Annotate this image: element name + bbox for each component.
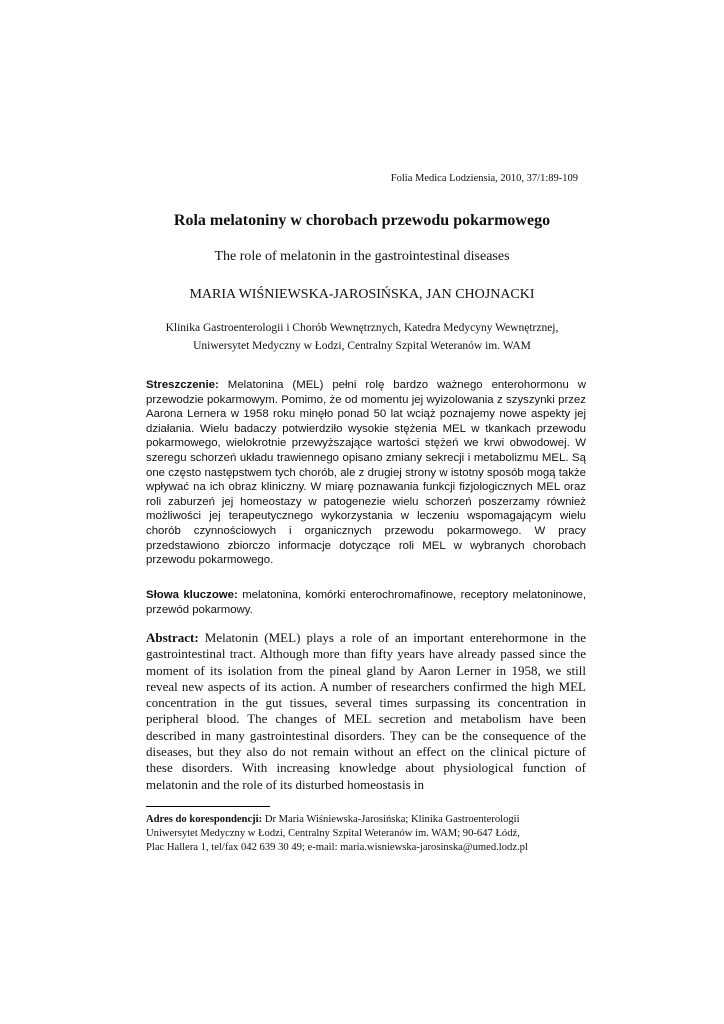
english-abstract (146, 630, 586, 793)
polish-abstract-label: Streszczenie: (146, 379, 219, 391)
footnote-label: Adres do korespondencji: (146, 814, 263, 825)
polish-abstract (146, 378, 586, 568)
journal-reference: Folia Medica Lodziensia, 2010, 37/1:89-109 (390, 173, 578, 184)
english-abstract-text: Melatonin (MEL) plays a role of an important enterehormone in the gastrointestinal tract. Although more than fifty years have already passed since the moment of its isolation from the pineal gland by Aaron Lerner in 1958, we still reveal new aspects of its action. A number of researchers confirmed the high MEL concentration in the gut tissues, several times surpassing its concentration in peripheral blood. The changes of MEL secretion and metabolism have been described in many gastrointestinal disorders. They can be the consequence of the diseases, but they also do not remain without an effect on the clinical picture of these disorders. With increasing knowledge about physiological function of melatonin and the role of its disturbed homeostasis in (146, 630, 587, 792)
article-subtitle: The role of melatonin in the gastrointestinal diseases (214, 249, 510, 264)
polish-abstract-text: Melatonina (MEL) pełni rolę bardzo ważnego enterohormonu w przewodzie pokarmowym. Pomimo, że od momentu jej wyizolowania z szyszynki przez Aarona Lernera w 1958 roku minęło ponad 50 lat wciąż poznajemy nowe aspekty jej działania. Wielu badaczy potwierdziło wysokie stężenia MEL w tkankach przewodu pokarmowego, wielokrotnie przewyższające wartości stężeń we krwi obwodowej. W szeregu schorzeń układu trawiennego opisano zmiany sekrecji i metabolizmu MEL. Są one często następstwem tych chorób, ale z drugiej strony w istotny sposób mogą także wpływać na ich obraz kliniczny. W miarę poznawania funkcji fizjologicznych MEL oraz roli zaburzeń jej homeostazy w patogenezie wielu schorzeń poszerzamy również możliwości jej terapeutycznego wykorzystania w leczeniu wspomagającym wielu chorób czynnościowych i organicznych przewodu pokarmowego. W pracy przedstawiono zbiorczo informacje dotyczące roli MEL w wybranych chorobach przewodu pokarmowego. (146, 379, 586, 567)
keywords-text: melatonina, komórki enterochromafinowe, receptory melatoninowe, przewód pokarmowy. (146, 589, 586, 616)
affiliation-line-1: Klinika Gastroenterologii i Chorób Wewnętrznych, Katedra Medycyny Wewnętrznej, (165, 322, 559, 334)
affiliation (0, 319, 724, 355)
article-title: Rola melatoniny w chorobach przewodu pokarmowego (173, 212, 551, 229)
english-abstract-label: Abstract: (146, 630, 199, 645)
footnote-line-3: Plac Hallera 1, tel/fax 042 639 30 49; e-mail: maria.wisniewska-jarosinska@umed.lodz.pl (146, 842, 528, 853)
affiliation-line-2: Uniwersytet Medyczny w Łodzi, Centralny Szpital Weteranów im. WAM (193, 340, 531, 352)
keywords (146, 588, 586, 617)
article-authors: MARIA WIŚNIEWSKA-JAROSIŃSKA, JAN CHOJNACKI (189, 287, 535, 302)
keywords-label: Słowa kluczowe: (146, 589, 238, 601)
footnote-divider (146, 806, 270, 807)
correspondence-footnote (146, 813, 586, 855)
footnote-line-1: Dr Maria Wiśniewska-Jarosińska; Klinika Gastroenterologii (264, 814, 520, 825)
footnote-line-2: Uniwersytet Medyczny w Łodzi, Centralny Szpital Weteranów im. WAM; 90-647 Łódź, (146, 828, 520, 839)
